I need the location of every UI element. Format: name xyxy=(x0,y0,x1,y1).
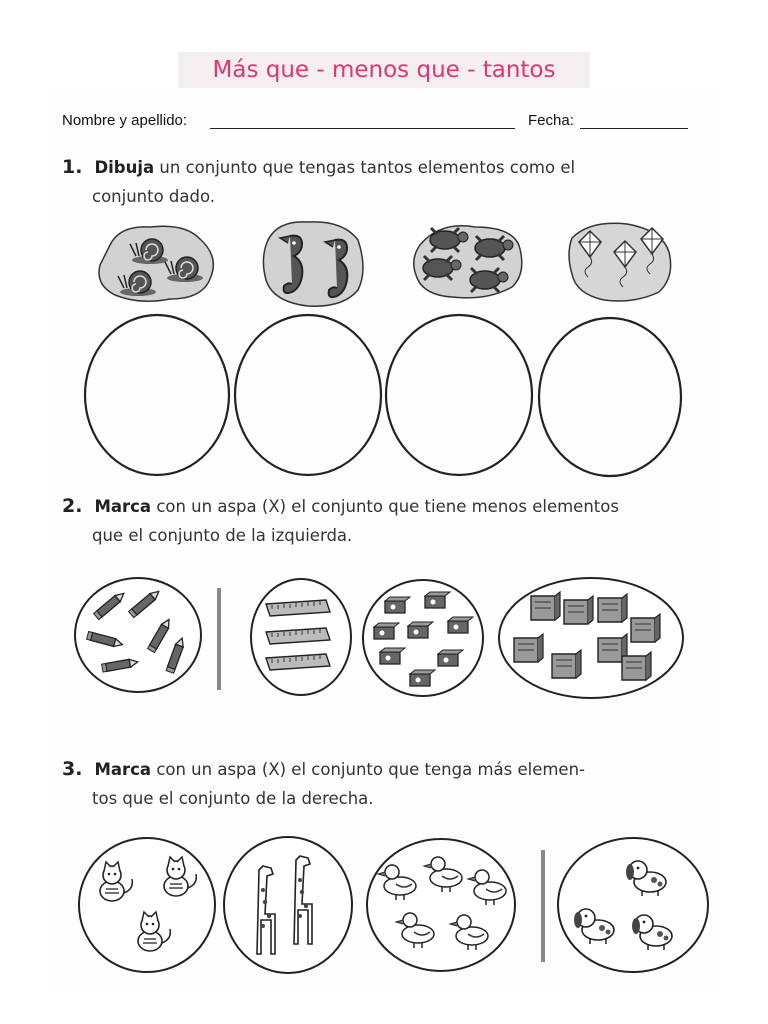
giraffe-set[interactable] xyxy=(224,837,352,973)
cat-set[interactable] xyxy=(79,838,215,972)
exercise-2-verb: Marca xyxy=(94,497,152,516)
date-label: Fecha: xyxy=(528,112,574,129)
exercise-1-line2: conjunto dado. xyxy=(92,187,216,206)
exercise-1-number: 1. xyxy=(62,156,83,178)
page-title: Más que - menos que - tantos xyxy=(178,52,590,88)
ruler-set xyxy=(251,579,351,695)
sharpener-set[interactable] xyxy=(363,580,483,696)
snail-set xyxy=(99,226,213,301)
exercise-3-number: 3. xyxy=(62,758,83,780)
exercise-2-number: 2. xyxy=(62,495,83,517)
exercise-1-line1: un conjunto que tengas tantos elementos como el xyxy=(159,158,576,177)
kite-set xyxy=(569,223,671,301)
exercise-1-verb: Dibuja xyxy=(94,158,155,177)
exercise-3-verb: Marca xyxy=(94,760,152,779)
drawing-circle-1[interactable] xyxy=(85,315,229,475)
seahorse-set xyxy=(263,222,363,306)
turtle-set xyxy=(414,226,522,298)
exercise-2-line2: que el conjunto de la izquierda. xyxy=(92,526,353,545)
drawing-circle-4[interactable] xyxy=(539,318,681,476)
exercise-2-line1: con un aspa (X) el conjunto que tiene menos elementos xyxy=(156,497,619,516)
pencil-set xyxy=(75,578,201,692)
name-label: Nombre y apellido: xyxy=(62,112,188,129)
drawing-circle-3[interactable] xyxy=(386,315,532,475)
exercise-3-line2: tos que el conjunto de la derecha. xyxy=(92,789,374,808)
duck-set[interactable] xyxy=(367,839,515,971)
dog-set xyxy=(558,838,708,972)
drawing-circle-2[interactable] xyxy=(235,315,381,475)
exercise-3-line1: con un aspa (X) el conjunto que tenga más elemen- xyxy=(156,760,585,779)
book-set[interactable] xyxy=(499,578,683,698)
